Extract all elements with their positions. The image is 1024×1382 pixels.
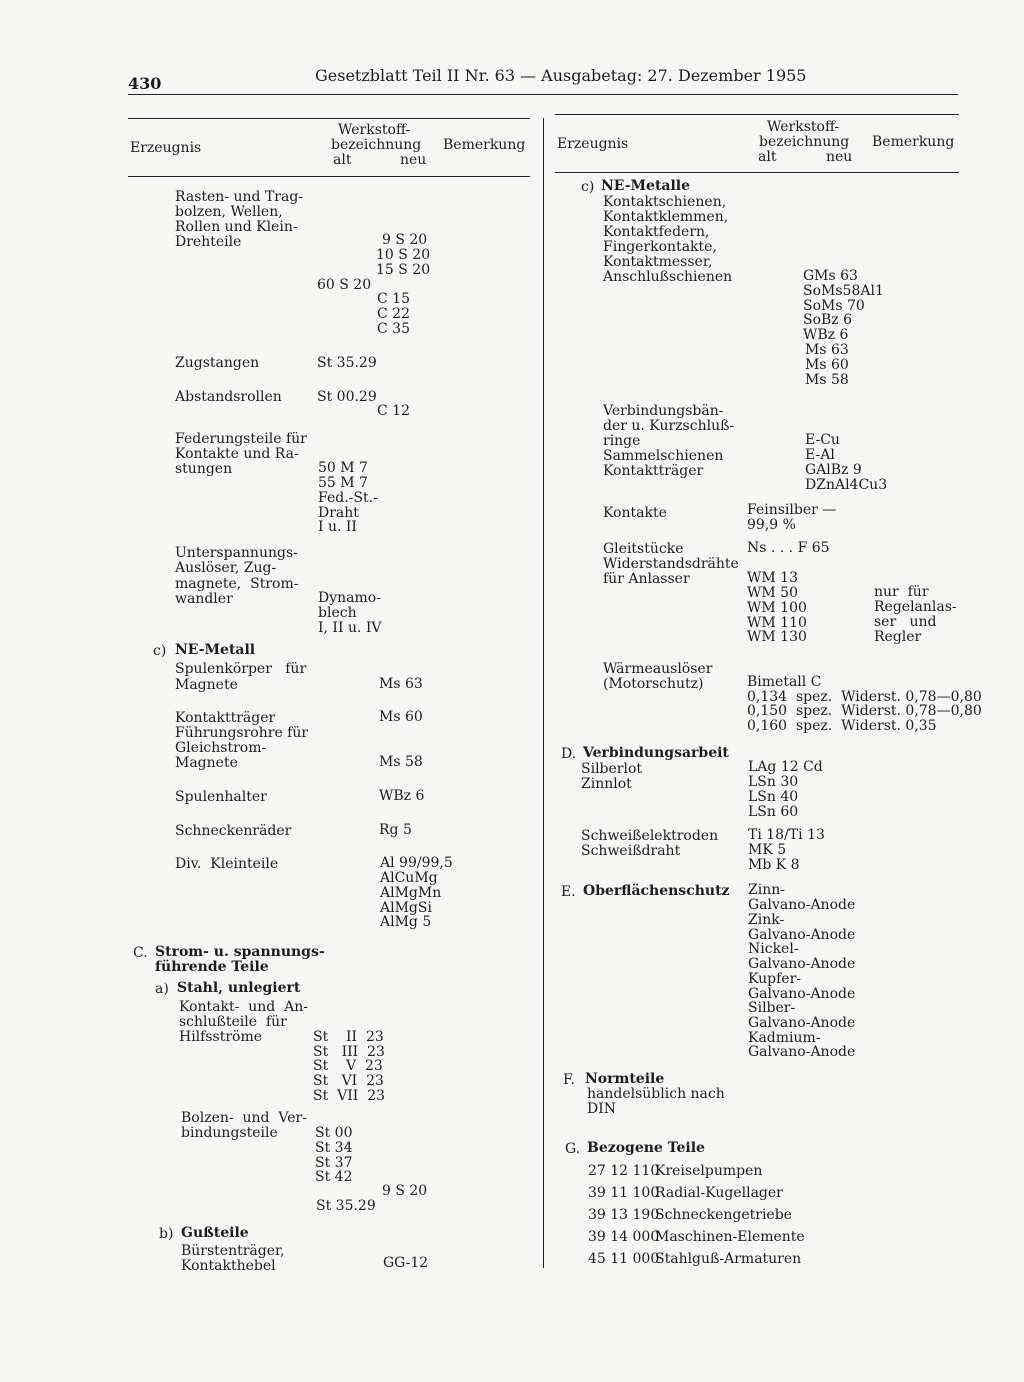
schneckenraeder: Schneckenräder [175, 823, 292, 839]
c-ne-label: c) [153, 643, 167, 659]
silberlot-alt-3: LSn 40 [748, 789, 799, 805]
federungsteile-alt-2: 55 M 7 [318, 475, 368, 491]
kontaktschienen-neu-1: GMs 63 [803, 268, 858, 284]
bolzen-alt-3: St 37 [315, 1155, 353, 1171]
waermeausloeser-alt-3: 0,150 spez. Widerst. 0,78—0,80 [747, 703, 982, 719]
spulenhalter-neu: WBz 6 [379, 788, 425, 804]
rasten-line-2: bolzen, Wellen, [175, 204, 283, 220]
oberflaeche-5: Nickel- [748, 941, 799, 957]
kontaktschienen-2: Kontaktklemmen, [603, 209, 729, 225]
F-title: Normteile [585, 1071, 665, 1087]
abstandsrollen-alt: St 00.29 [317, 389, 377, 405]
kontakttraeger-2: Führungsrohre für [175, 725, 309, 741]
kontaktschienen-neu-2: SoMs58Al1 [803, 283, 884, 299]
widerstand-1: Widerstandsdrähte [603, 556, 739, 572]
gleitstuecke: Gleitstücke [603, 541, 684, 557]
widerstand-alt-2: WM 50 [747, 585, 798, 601]
buerstentraeger-2: Kontakthebel [181, 1258, 276, 1274]
r-c-title: NE-Metalle [601, 178, 691, 194]
kontaktschienen-neu-4: SoBz 6 [803, 312, 853, 328]
silberlot-alt-1: LAg 12 Cd [748, 759, 823, 775]
kleinteile-neu-5: AlMg 5 [380, 914, 432, 930]
left-col-bezeichnung: bezeichnung [331, 137, 422, 153]
federungsteile-3: stungen [175, 461, 233, 477]
bolzen-1: Bolzen- und Ver- [181, 1110, 307, 1126]
E-title: Oberflächenschutz [583, 883, 730, 899]
left-col-bemerkung: Bemerkung [443, 137, 526, 153]
schweiss-alt-1: Ti 18/Ti 13 [748, 827, 825, 843]
column-divider [543, 118, 544, 1268]
kontaktschienen-5: Kontaktmesser, [603, 254, 713, 270]
b-label: b) [159, 1226, 174, 1242]
C-title-2: führende Teile [155, 959, 269, 975]
kontakttraeger-3: Gleichstrom- [175, 740, 267, 756]
waermeausloeser-alt-4: 0,160 spez. Widerst. 0,35 [747, 718, 937, 734]
verbindungsbaender-5: Kontaktträger [603, 463, 704, 479]
widerstand-alt-3: WM 100 [747, 600, 807, 616]
rasten-neu2-3: C 35 [377, 321, 410, 337]
kleinteile-neu-1: Al 99/99,5 [380, 855, 453, 871]
kontakttraeger-4: Magnete [175, 755, 238, 771]
waermeausloeser-2: (Motorschutz) [603, 676, 704, 692]
bolzen-2: bindungsteile [181, 1125, 278, 1141]
b-title: Gußteile [181, 1225, 249, 1241]
G-item-3-code: 39 13 190 [588, 1207, 660, 1223]
abstandsrollen-neu: C 12 [377, 403, 410, 419]
header-rule [128, 94, 958, 95]
kontaktschienen-3: Kontaktfedern, [603, 224, 710, 240]
kontaktteile-alt-3: St V 23 [313, 1058, 383, 1074]
verbindungsbaender-neu-3: GAlBz 9 [805, 462, 862, 478]
verbindungsbaender-3: ringe [603, 433, 641, 449]
page-title: Gesetzblatt Teil II Nr. 63 — Ausgabetag: 27. Dezember 1955 [315, 66, 807, 85]
oberflaeche-7: Kupfer- [748, 971, 802, 987]
F-text-2: DIN [587, 1101, 617, 1117]
left-table-header-rule [128, 176, 530, 177]
silberlot-2: Zinnlot [581, 776, 632, 792]
widerstand-alt-5: WM 130 [747, 629, 807, 645]
left-col-erzeugnis: Erzeugnis [130, 140, 202, 156]
kleinteile-neu-4: AlMgSi [380, 900, 432, 916]
rasten-neu-1: 9 S 20 [382, 232, 428, 248]
bolzen-alt-4: St 42 [315, 1169, 353, 1185]
rasten-neu-2: 10 S 20 [376, 247, 431, 263]
silberlot-1: Silberlot [581, 761, 643, 777]
right-col-alt: alt [758, 149, 777, 165]
G-item-5-code: 45 11 000 [588, 1251, 660, 1267]
verbindungsbaender-2: der u. Kurzschluß- [603, 418, 735, 434]
kontaktteile-alt-2: St III 23 [313, 1044, 385, 1060]
G-label: G. [565, 1141, 581, 1157]
federungsteile-alt-1: 50 M 7 [318, 460, 368, 476]
verbindungsbaender-neu-4: DZnAl4Cu3 [805, 477, 888, 493]
G-title: Bezogene Teile [587, 1140, 705, 1156]
schneckenraeder-neu: Rg 5 [379, 822, 412, 838]
kontakte-alt-2: 99,9 % [747, 517, 796, 533]
oberflaeche-11: Kadmium- [748, 1030, 821, 1046]
buerstentraeger-neu: GG-12 [383, 1255, 429, 1271]
kontakte: Kontakte [603, 505, 667, 521]
left-col-neu: neu [400, 152, 427, 168]
kontaktschienen-6: Anschlußschienen [603, 269, 733, 285]
E-label: E. [561, 884, 576, 900]
G-item-1-code: 27 12 110 [588, 1163, 660, 1179]
kontakte-alt-1: Feinsilber — [747, 502, 837, 518]
unterspannung-alt-2: blech [318, 605, 357, 621]
r-c-label: c) [581, 179, 595, 195]
kontaktschienen-neu-7: Ms 60 [805, 357, 849, 373]
c-ne-title: NE-Metall [175, 642, 256, 658]
schweiss-alt-2: MK 5 [748, 842, 787, 858]
oberflaeche-3: Zink- [748, 912, 785, 928]
spulenhalter: Spulenhalter [175, 789, 267, 805]
right-table-top-rule [555, 114, 959, 115]
right-col-bemerkung: Bemerkung [872, 134, 955, 150]
G-item-2-code: 39 11 100 [588, 1185, 660, 1201]
bolzen-alt-2: St 34 [315, 1140, 353, 1156]
kontaktteile-alt-1: St II 23 [313, 1029, 384, 1045]
oberflaeche-12: Galvano-Anode [748, 1044, 856, 1060]
spulenkoerper-2: Magnete [175, 677, 238, 693]
rasten-neu2-1: C 15 [377, 291, 410, 307]
C-label: C. [133, 945, 148, 961]
G-item-4-code: 39 14 000 [588, 1229, 660, 1245]
verbindungsbaender-4: Sammelschienen [603, 448, 724, 464]
G-item-3-name: Schneckengetriebe [655, 1207, 792, 1223]
unterspannung-1: Unterspannungs- [175, 545, 298, 561]
widerstand-bem-4: Regler [874, 629, 922, 645]
kontaktschienen-4: Fingerkontakte, [603, 239, 717, 255]
F-text-1: handelsüblich nach [587, 1086, 725, 1102]
widerstand-bem-3: ser und [874, 614, 937, 630]
right-col-bezeichnung: bezeichnung [759, 134, 850, 150]
right-col-werkstoff: Werkstoff- [767, 119, 840, 135]
rasten-neu-3: 15 S 20 [376, 262, 431, 278]
kontakttraeger-1: Kontaktträger [175, 710, 276, 726]
unterspannung-4: wandler [175, 591, 233, 607]
left-col-werkstoff: Werkstoff- [338, 122, 411, 138]
federungsteile-alt-4: Draht [318, 505, 359, 521]
verbindungsbaender-1: Verbindungsbän- [603, 403, 724, 419]
oberflaeche-1: Zinn- [748, 882, 785, 898]
bolzen-alt-1: St 00 [315, 1125, 353, 1141]
kontaktschienen-neu-3: SoMs 70 [803, 298, 865, 314]
G-item-5-name: Stahlguß-Armaturen [655, 1251, 802, 1267]
unterspannung-3: magnete, Strom- [175, 576, 299, 592]
gleitstuecke-alt: Ns . . . F 65 [747, 540, 830, 556]
rasten-line-3: Rollen und Klein- [175, 219, 298, 235]
kontaktschienen-neu-5: WBz 6 [803, 327, 849, 343]
verbindungsbaender-neu-1: E-Cu [805, 432, 840, 448]
kontaktteile-alt-4: St VI 23 [313, 1073, 384, 1089]
kontaktschienen-neu-8: Ms 58 [805, 372, 849, 388]
federungsteile-alt-3: Fed.-St.- [318, 490, 378, 506]
unterspannung-2: Auslöser, Zug- [175, 560, 277, 576]
zugstangen: Zugstangen [175, 355, 260, 371]
page-number: 430 [128, 74, 162, 93]
oberflaeche-10: Galvano-Anode [748, 1015, 856, 1031]
waermeausloeser-alt-1: Bimetall C [747, 674, 822, 690]
oberflaeche-9: Silber- [748, 1000, 796, 1016]
rasten-line-4: Drehteile [175, 234, 242, 250]
left-table-top-rule [128, 118, 530, 119]
oberflaeche-6: Galvano-Anode [748, 956, 856, 972]
federungsteile-1: Federungsteile für [175, 431, 307, 447]
a-label: a) [155, 981, 169, 997]
federungsteile-2: Kontakte und Ra- [175, 446, 299, 462]
spulenkoerper-1: Spulenkörper für [175, 661, 307, 677]
unterspannung-alt-3: I, II u. IV [318, 620, 382, 636]
C-title-1: Strom- u. spannungs- [155, 944, 325, 960]
D-label: D. [561, 746, 577, 762]
kontaktschienen-neu-6: Ms 63 [805, 342, 849, 358]
kontaktteile-3: Hilfsströme [179, 1029, 263, 1045]
G-item-2-name: Radial-Kugellager [655, 1185, 783, 1201]
right-table-header-rule [555, 172, 959, 173]
left-col-alt: alt [333, 152, 352, 168]
oberflaeche-4: Galvano-Anode [748, 927, 856, 943]
schweiss-2: Schweißdraht [581, 843, 681, 859]
unterspannung-alt-1: Dynamo- [318, 590, 381, 606]
verbindungsbaender-neu-2: E-Al [805, 447, 835, 463]
kleinteile-neu-2: AlCuMg [380, 870, 438, 886]
rasten-neu2-2: C 22 [377, 306, 410, 322]
oberflaeche-8: Galvano-Anode [748, 986, 856, 1002]
G-item-4-name: Maschinen-Elemente [655, 1229, 805, 1245]
waermeausloeser-alt-2: 0,134 spez. Widerst. 0,78—0,80 [747, 689, 982, 705]
kleinteile: Div. Kleinteile [175, 856, 279, 872]
waermeausloeser-1: Wärmeauslöser [603, 661, 713, 677]
widerstand-alt-4: WM 110 [747, 615, 807, 631]
kontakttraeger-neu-2: Ms 58 [379, 754, 423, 770]
buerstentraeger-1: Bürstenträger, [181, 1243, 285, 1259]
schweiss-1: Schweißelektroden [581, 828, 719, 844]
abstandsrollen: Abstandsrollen [175, 389, 282, 405]
G-item-1-name: Kreiselpumpen [655, 1163, 763, 1179]
right-col-neu: neu [826, 149, 853, 165]
kontaktteile-2: schlußteile für [179, 1014, 287, 1030]
bolzen-neu: 9 S 20 [382, 1183, 428, 1199]
kontaktteile-1: Kontakt- und An- [179, 999, 308, 1015]
schweiss-alt-3: Mb K 8 [748, 857, 800, 873]
zugstangen-alt: St 35.29 [317, 355, 377, 371]
widerstand-alt-1: WM 13 [747, 570, 798, 586]
federungsteile-alt-5: I u. II [318, 519, 357, 535]
kontaktschienen-1: Kontaktschienen, [603, 194, 727, 210]
silberlot-alt-2: LSn 30 [748, 774, 799, 790]
kontakttraeger-neu: Ms 60 [379, 709, 423, 725]
oberflaeche-2: Galvano-Anode [748, 897, 856, 913]
widerstand-2: für Anlasser [603, 571, 690, 587]
bolzen-alt-5: St 35.29 [316, 1198, 376, 1214]
rasten-alt: 60 S 20 [317, 277, 372, 293]
widerstand-bem-2: Regelanlas- [874, 599, 957, 615]
right-col-erzeugnis: Erzeugnis [557, 136, 629, 152]
rasten-line-1: Rasten- und Trag- [175, 189, 304, 205]
D-title: Verbindungsarbeit [583, 745, 729, 761]
silberlot-alt-4: LSn 60 [748, 804, 799, 820]
kleinteile-neu-3: AlMgMn [380, 885, 442, 901]
spulenkoerper-neu: Ms 63 [379, 676, 423, 692]
kontaktteile-alt-5: St VII 23 [313, 1088, 386, 1104]
a-title: Stahl, unlegiert [177, 980, 301, 996]
F-label: F. [563, 1072, 575, 1088]
widerstand-bem-1: nur für [874, 584, 929, 600]
